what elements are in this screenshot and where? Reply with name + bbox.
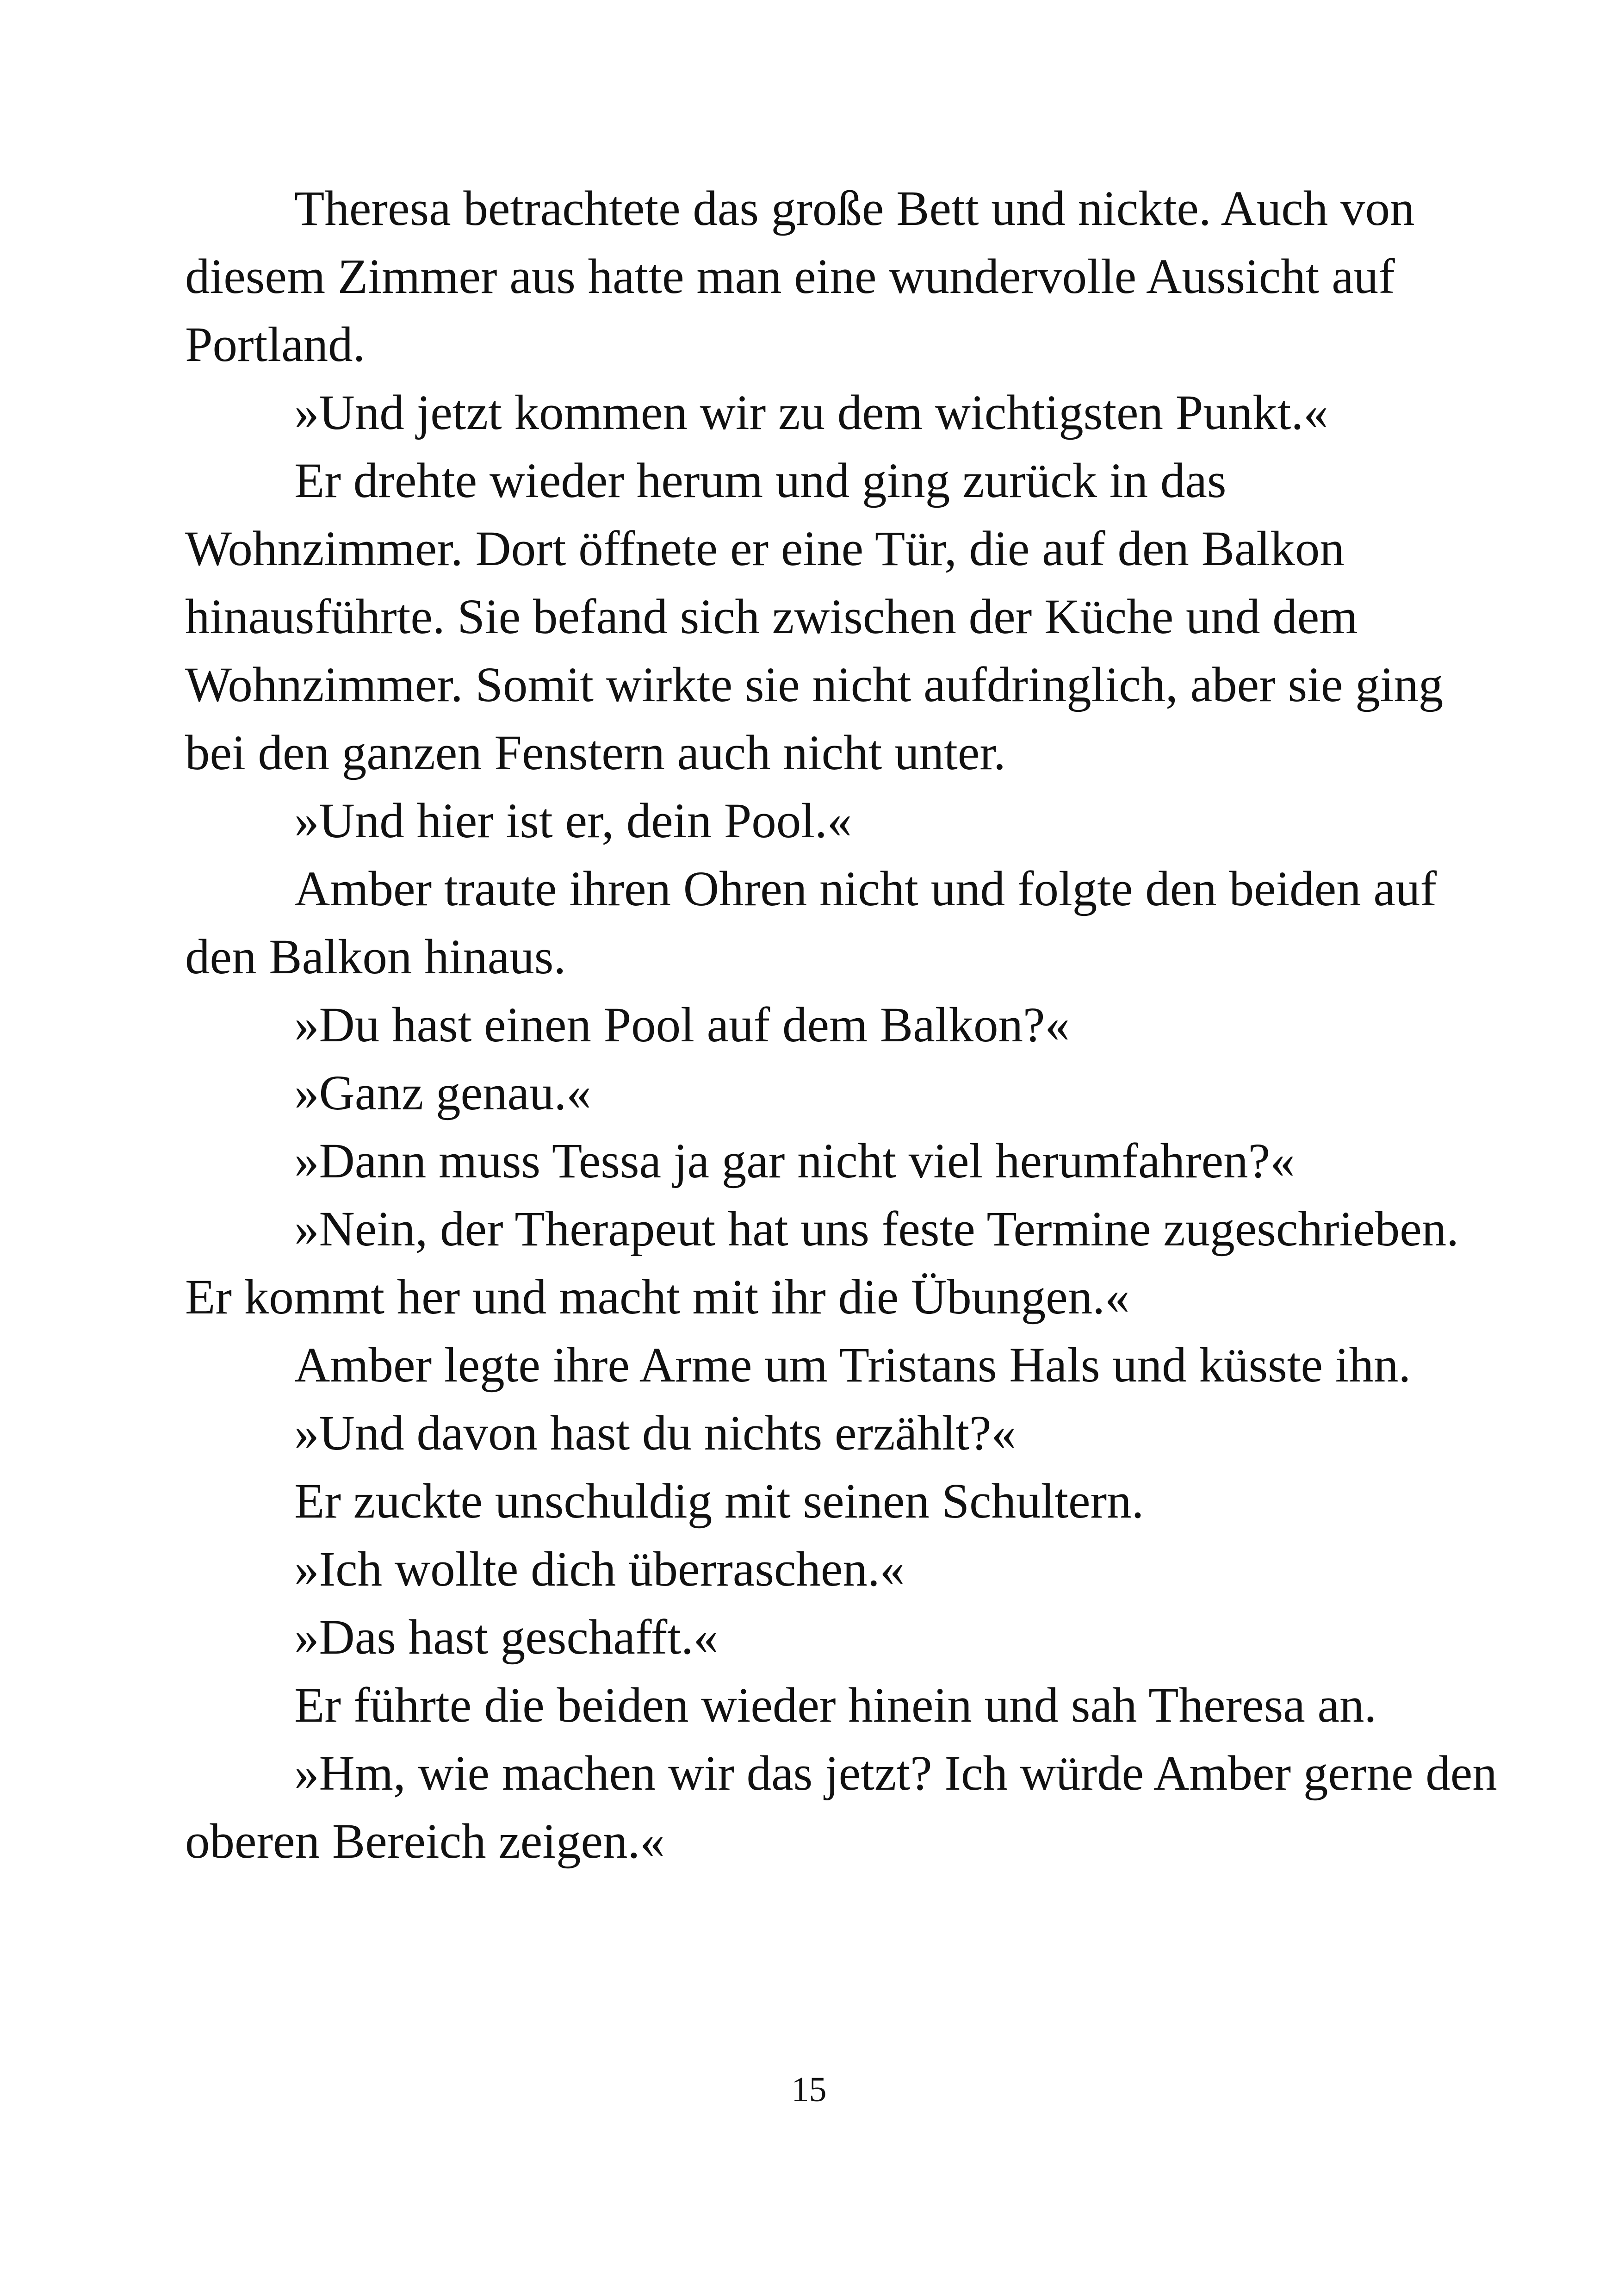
paragraph — [185, 1059, 1444, 1127]
text-line: hinausführte. Sie befand sich zwischen der Küche und dem — [185, 590, 1358, 644]
paragraph — [185, 1468, 1444, 1536]
body-text — [185, 175, 1497, 1876]
paragraph — [185, 379, 1444, 447]
text-line: »Hm, wie machen wir das jetzt? Ich würde Amber gerne den — [294, 1746, 1497, 1801]
text-line: »Nein, der Therapeut hat uns feste Termine zugeschrieben. — [294, 1202, 1459, 1257]
text-line: »Das hast geschafft.« — [294, 1610, 719, 1665]
paragraph — [185, 787, 1444, 855]
paragraph — [185, 1127, 1444, 1195]
paragraph — [185, 1400, 1444, 1468]
text-line: Theresa betrachtete das große Bett und nickte. Auch von — [294, 181, 1415, 236]
paragraph — [185, 1604, 1444, 1672]
paragraph — [185, 1672, 1444, 1740]
paragraph — [185, 1332, 1444, 1400]
text-line: »Ganz genau.« — [294, 1066, 591, 1120]
paragraph — [185, 1195, 1459, 1332]
text-line: bei den ganzen Fenstern auch nicht unter. — [185, 726, 1006, 780]
text-line: »Dann muss Tessa ja gar nicht viel herumfahren?« — [294, 1134, 1295, 1188]
text-line: Er zuckte unschuldig mit seinen Schultern. — [294, 1474, 1144, 1529]
text-line: »Und hier ist er, dein Pool.« — [294, 794, 852, 848]
text-line: »Und davon hast du nichts erzählt?« — [294, 1406, 1017, 1461]
text-line: Er drehte wieder herum und ging zurück in das — [294, 454, 1227, 508]
text-line: Er führte die beiden wieder hinein und sah Theresa an. — [294, 1678, 1377, 1733]
text-line: den Balkon hinaus. — [185, 930, 566, 984]
text-line: Amber legte ihre Arme um Tristans Hals und küsste ihn. — [294, 1338, 1411, 1393]
paragraph — [185, 855, 1444, 991]
text-line: »Du hast einen Pool auf dem Balkon?« — [294, 998, 1070, 1052]
paragraph — [185, 1740, 1497, 1876]
paragraph — [185, 1536, 1444, 1604]
paragraph — [185, 175, 1444, 379]
text-line: Portland. — [185, 317, 366, 372]
text-line: Er kommt her und macht mit ihr die Übungen.« — [185, 1270, 1130, 1325]
paragraph — [185, 447, 1444, 787]
text-line: diesem Zimmer aus hatte man eine wundervolle Aussicht auf — [185, 249, 1395, 304]
text-line: »Und jetzt kommen wir zu dem wichtigsten Punkt.« — [294, 386, 1328, 440]
text-line: »Ich wollte dich überraschen.« — [294, 1542, 905, 1597]
text-line: Wohnzimmer. Dort öffnete er eine Tür, die auf den Balkon — [185, 522, 1345, 576]
text-line: Wohnzimmer. Somit wirkte sie nicht aufdringlich, aber sie ging — [185, 658, 1444, 712]
text-line: oberen Bereich zeigen.« — [185, 1814, 665, 1869]
paragraph — [185, 991, 1444, 1059]
text-line: Amber traute ihren Ohren nicht und folgte den beiden auf — [294, 862, 1437, 916]
page-number: 15 — [791, 2070, 827, 2109]
